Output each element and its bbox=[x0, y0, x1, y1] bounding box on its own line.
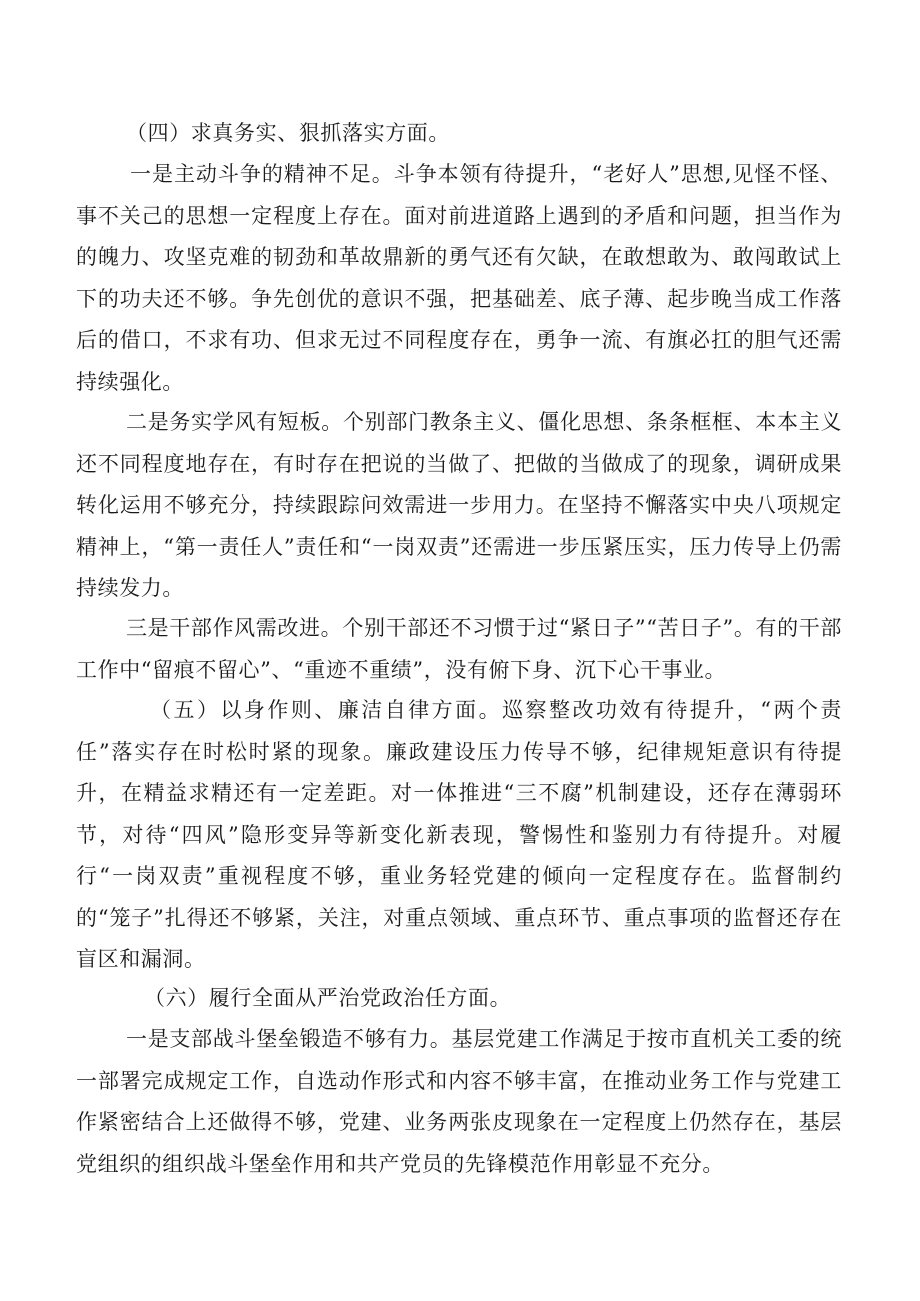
paragraph-section-five: （五）以身作则、廉洁自律方面。巡察整改功效有待提升，“两个责任”落实存在时松时紧的现象。廉政建设压力传导不够，纪律规矩意识有待提升，在精益求精还有一定差距。对一体推进“三不腐”机制建设，还存在薄弱环节，对待“四风”隐形变异等新变化新表现，警惕性和鉴别力有待提升。对履行“一岗双责”重视程度不够，重业务轻党建的倾向一定程度存在。监督制约的“笼子”扎得还不够紧，关注，对重点领域、重点环节、重点事项的监督还存在盲区和漏洞。 bbox=[76, 698, 842, 971]
paragraph-branch-bastion: 一是支部战斗堡垒锻造不够有力。基层党建工作满足于按市直机关工委的统一部署完成规定工作，自选动作形式和内容不够丰富，在推动业务工作与党建工作紧密结合上还做得不够，党建、业务两张皮现象在一定程度上仍然存在，基层党组织的组织战斗堡垒作用和共产党员的先锋模范作用彰显不充分。 bbox=[76, 1027, 842, 1176]
section-heading-six: （六）履行全面从严治党政治任方面。 bbox=[144, 986, 512, 1010]
paragraph-struggle-spirit: 一是主动斗争的精神不足。斗争本领有待提升，“老好人”思想,见怪不怪、事不关己的思想一定程度上存在。面对前进道路上遇到的矛盾和问题，担当作为的魄力、攻坚克难的韧劲和革故鼎新的勇气还有欠缺，在敢想敢为、敢闯敢试上下的功夫还不够。争先创优的意识不强，把基础差、底子薄、起步晚当成工作落后的借口，不求有功、但求无过不同程度存在，勇争一流、有旗必扛的胆气还需持续强化。 bbox=[76, 162, 842, 394]
paragraph-cadre-style: 三是干部作风需改进。个别干部还不习惯于过“紧日子”“苦日子”。有的干部工作中“留痕不留心”、“重迹不重绩”，没有俯下身、沉下心干事业。 bbox=[76, 616, 842, 682]
section-heading-four: （四）求真务实、狠抓落实方面。 bbox=[126, 121, 450, 145]
paragraph-study-style: 二是务实学风有短板。个别部门教条主义、僵化思想、条条框框、本本主义还不同程度地存在，有时存在把说的当做了、把做的当做成了的现象，调研成果转化运用不够充分，持续跟踪问效需进一步用力。在坚持不懈落实中央八项规定精神上，“第一责任人”责任和“一岗双责”还需进一步压紧压实，压力传导上仍需持续发力。 bbox=[76, 410, 842, 600]
